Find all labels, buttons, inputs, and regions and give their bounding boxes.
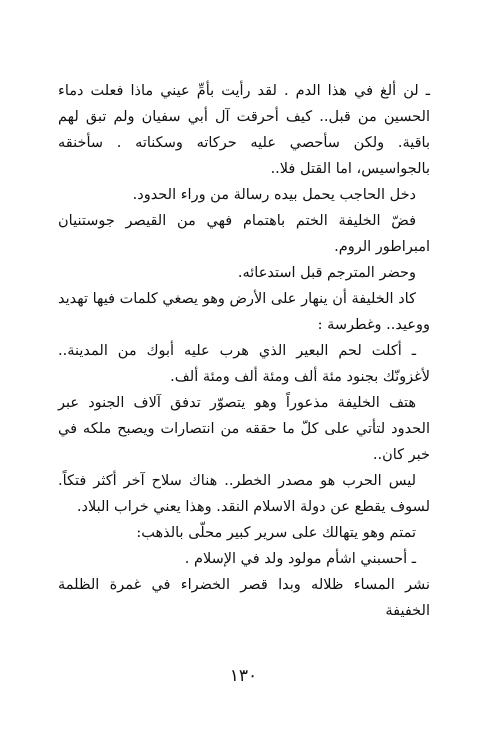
body-text (58, 78, 430, 624)
paragraph: ـ لن ألغ في هذا الدم . لقد رأيت بأمِّ عيني ماذا فعلت دماء الحسين من قبل.. كيف أحرقت آل أبي سفيان ولم تبق لهم باقية. ولكن سأحصي عليه حركاته وسكناته . سأخنقه بالجواسيس، اما القتل فلا.. (58, 83, 430, 177)
paragraph: هتف الخليفة مذعوراً وهو يتصوّر تدفق آلاف الجنود عبر الحدود لتأتي على كلّ ما حققه من انتصارات ويصبح ملكه في خبر كان.. (58, 395, 430, 463)
paragraph: ـ أكلت لحم البعير الذي هرب عليه أبوك من المدينة.. لأغزونّك بجنود مئة ألف ومئة ألف ومئة ألف. (58, 343, 430, 385)
paragraph: تمتم وهو يتهالك على سرير كبير محلّى بالذهب: (136, 525, 416, 541)
paragraph: دخل الحاجب يحمل بيده رسالة من وراء الحدود. (132, 187, 416, 203)
paragraph: كاد الخليفة أن ينهار على الأرض وهو يصغي كلمات فيها تهديد ووعيد.. وغطرسة : (58, 291, 430, 333)
paragraph: ليس الحرب هو مصدر الخطر.. هناك سلاح آخر أكثر فتكاً. لسوف يقطع عن دولة الاسلام النقد. وهذا يعني خراب البلاد. (58, 473, 430, 515)
paragraph: فضّ الخليفة الختم باهتمام فهي من القيصر جوستنيان امبراطور الروم. (58, 213, 430, 255)
page-number: ١٣٠ (229, 666, 258, 686)
paragraph: نشر المساء ظلاله وبدا قصر الخضراء في غمرة الظلمة الخفيفة (58, 577, 430, 619)
paragraph: ـ أحسبني اشأم مولود ولد في الإسلام . (184, 551, 416, 567)
paragraph: وحضر المترجم قبل استدعائه. (237, 265, 416, 281)
